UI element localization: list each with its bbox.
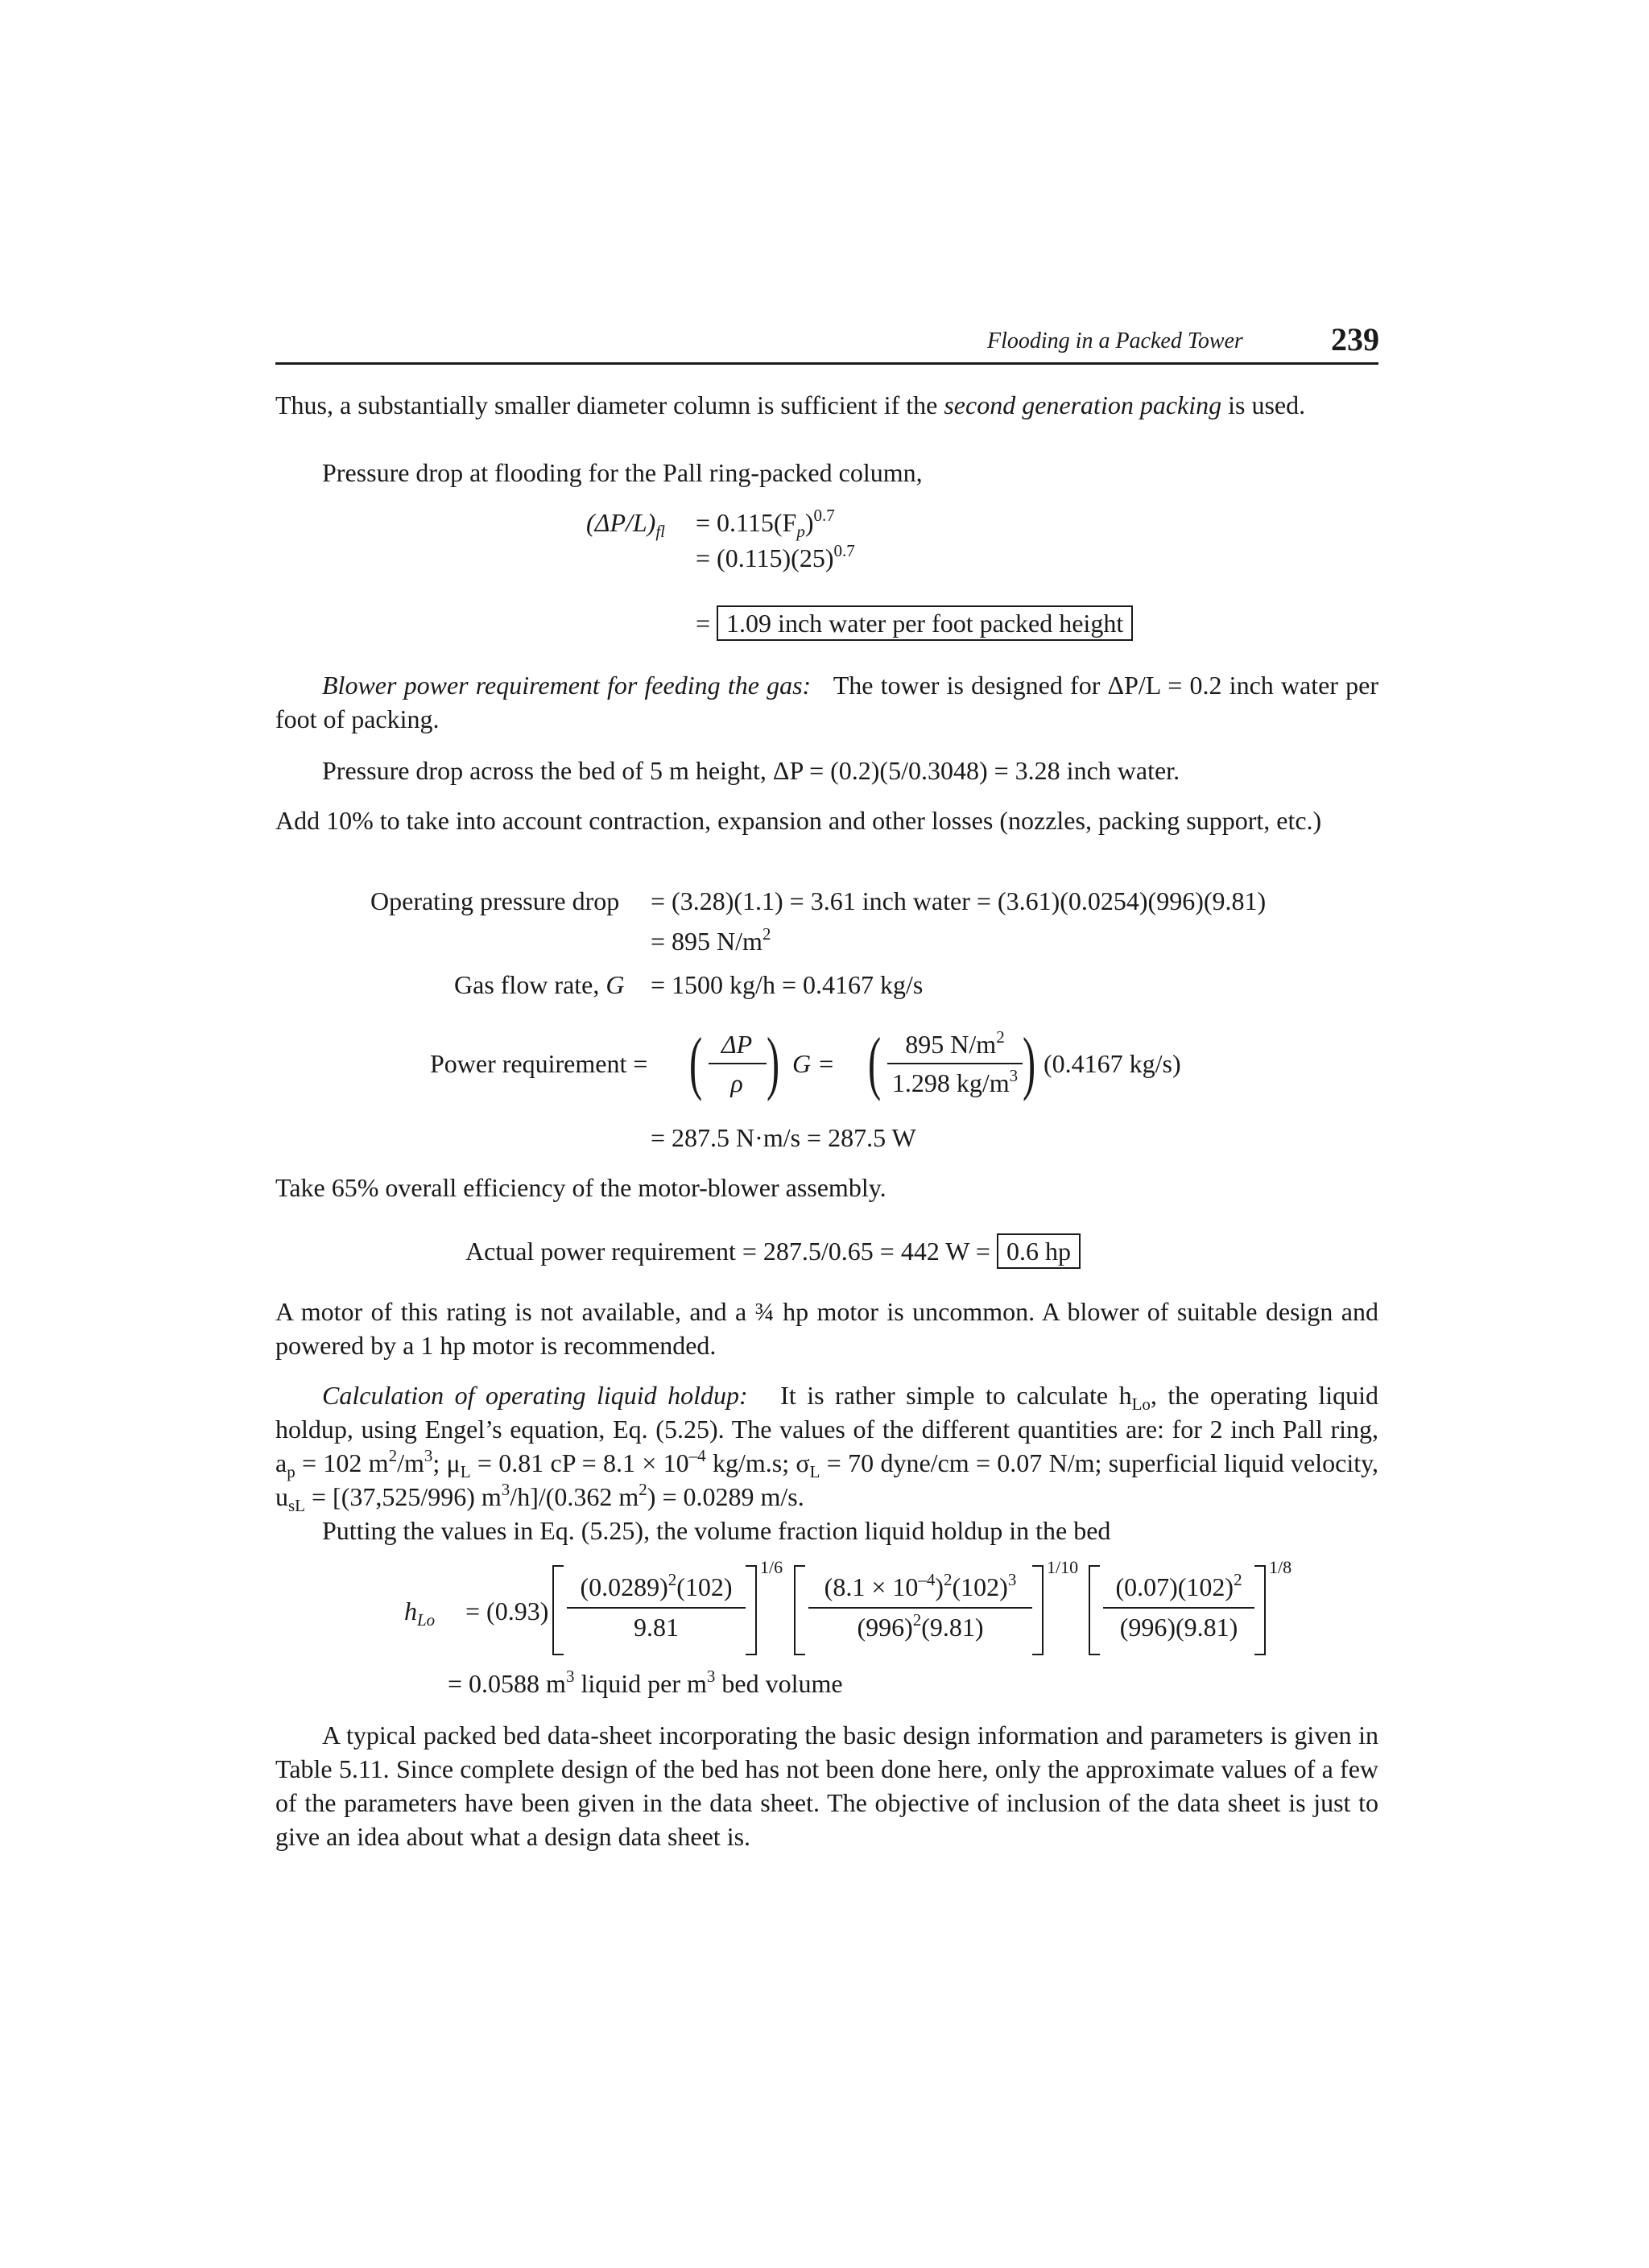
holdup-f1-den: 9.81 (634, 1613, 679, 1642)
eq-holdup-coef: = (0.93) (465, 1597, 549, 1626)
boxed-result-power: 0.6 hp (997, 1233, 1081, 1269)
eq-holdup-lhs: $h_{Lo}$ (404, 1597, 436, 1630)
eq-op-rhs2: = 895 $N/m^2$ (651, 924, 771, 956)
frac2-bar (887, 1063, 1023, 1064)
eq-gas-rhs: = 1500 kg/h = 0.4167 kg/s (651, 970, 924, 999)
holdup-pow-2: 1/10 (1047, 1557, 1079, 1577)
paragraph-blower: Blower power requirement for feeding the gas: The tower is designed for ΔP/L = 0.2 inch water per foot of packing. (275, 671, 1379, 733)
holdup-f3-num: $(0.07)(102)^2$ (1115, 1570, 1242, 1601)
eq-power-lhs: Power requirement = (430, 1049, 648, 1078)
paren-close-2: ) (1023, 1024, 1036, 1102)
paragraph-eq-intro: Putting the values in Eq. (5.25), the volume fraction liquid holdup in the bed (322, 1516, 1111, 1545)
paragraph-motor: A motor of this rating is not available, and a ¾ hp motor is uncommon. A blower of suitable design and powered by a 1 hp motor is recommended. (275, 1297, 1378, 1360)
section-heading-blower: Blower power requirement for feeding the gas: (322, 671, 812, 700)
eq-holdup-result: = 0.0588 $m^3$ liquid per $m^3$ bed volume (448, 1667, 843, 1698)
holdup-pow-3: 1/8 (1269, 1557, 1292, 1577)
eq-power-tail: (0.4167 kg/s) (1044, 1049, 1181, 1078)
frac1-bar (709, 1063, 767, 1064)
frac1-den: ρ (730, 1068, 743, 1097)
eq-power-mid: G = (792, 1049, 835, 1078)
frac2-den: 1.298 $kg/m^3$ (891, 1066, 1019, 1097)
eq-op-rhs1: = (3.28)(1.1) = 3.61 inch water = (3.61)(0.0254)(996)(9.81) (651, 886, 1267, 915)
paren-close-1: ) (767, 1024, 780, 1102)
holdup-f3-den: (996)(9.81) (1119, 1613, 1238, 1642)
emphasis-text: second generation packing (944, 390, 1222, 419)
bracket-open-1 (552, 1565, 564, 1655)
frac1-num: ΔP (721, 1030, 753, 1059)
frac2-num: 895 $N/m^2$ (905, 1027, 1005, 1059)
paragraph-losses: Add 10% to take into account contraction, expansion and other losses (nozzles, packing support, etc.) (275, 806, 1322, 835)
paren-open-1: ( (689, 1024, 703, 1102)
holdup-f2-num: $(8.1 \times 10^{-4})^2(102)^3$ (824, 1570, 1017, 1601)
paragraph-efficiency: Take 65% overall efficiency of the motor-blower assembly. (275, 1173, 886, 1202)
bracket-open-3 (1089, 1565, 1100, 1655)
paragraph-data-sheet: A typical packed bed data-sheet incorporating the basic design information and parameters is given in Table 5.11. Since complete design of the bed has not been done here, only the approximate values of a few of the parameters have been given in the data sheet. The objective of inclusion of the data sheet is just to give an idea about what a design data sheet is. (275, 1721, 1378, 1851)
bracket-close-3 (1254, 1565, 1266, 1655)
boxed-result-flood: 1.09 inch water per foot packed height (717, 605, 1133, 641)
eq-op-lhs: Operating pressure drop (370, 886, 620, 915)
eq-flood-line3: = 1.09 inch water per foot packed height (696, 605, 1133, 641)
eq-actual-text: Actual power requirement = 287.5/0.65 = 442 W = 0.6 hp (465, 1233, 1081, 1269)
eq-gas-lhs: Gas flow rate, G (454, 970, 625, 999)
holdup-f1-bar (567, 1607, 746, 1609)
eq-flood-line2: = $(0.115)(25)^{0.7}$ (696, 541, 855, 572)
holdup-f2-den: $(996)^2(9.81)$ (857, 1610, 984, 1642)
holdup-f2-bar (808, 1607, 1032, 1609)
header-rule (275, 362, 1378, 365)
paragraph-bed-pressure: Pressure drop across the bed of 5 m height, ΔP = (0.2)(5/0.3048) = 3.28 inch water. (322, 756, 1180, 785)
paragraph-pressure-drop: Pressure drop at flooding for the Pall ring-packed column, (322, 458, 923, 487)
bracket-close-1 (746, 1565, 757, 1655)
eq-flood-lhs: $(\Delta P/L)_{fl}$ (586, 508, 665, 541)
paragraph-intro: Thus, a substantially smaller diameter column is sufficient if the second generation packing is used. (275, 390, 1306, 419)
page-number: 239 (1331, 321, 1379, 357)
running-title: Flooding in a Packed Tower (987, 328, 1243, 353)
section-heading-holdup: Calculation of operating liquid holdup: (322, 1381, 748, 1410)
paragraph-holdup: Calculation of operating liquid holdup: It is rather simple to calculate $h_{Lo}$, the operating liquid holdup, using Engel’s equation, Eq. (5.25). The values of the different quantities are: for 2 inch Pall ring, $a_p = 102$ $m^2/m^3$; $\mu_L = 0.81$ cP = $8.1 \times 10^{-4}$ kg/m.s; $\sigma_L = 70$ dyne/cm = 0.07 N/m; superficial liquid velocity, $u_{sL} = [(37,525/996)$ $m^3/h]/(0.362$ $m^2) = 0.0289$ m/s. (275, 1381, 1379, 1515)
holdup-f3-bar (1103, 1607, 1254, 1609)
holdup-pow-1: 1/6 (760, 1557, 783, 1577)
holdup-f1-num: $(0.0289)^2(102)$ (580, 1570, 733, 1601)
eq-flood-line1: = $0.115(F_p)^{0.7}$ (696, 506, 835, 541)
bracket-close-2 (1032, 1565, 1044, 1655)
paren-open-2: ( (868, 1024, 882, 1102)
bracket-open-2 (794, 1565, 805, 1655)
eq-power-result: = 287.5 N·m/s = 287.5 W (651, 1123, 916, 1152)
